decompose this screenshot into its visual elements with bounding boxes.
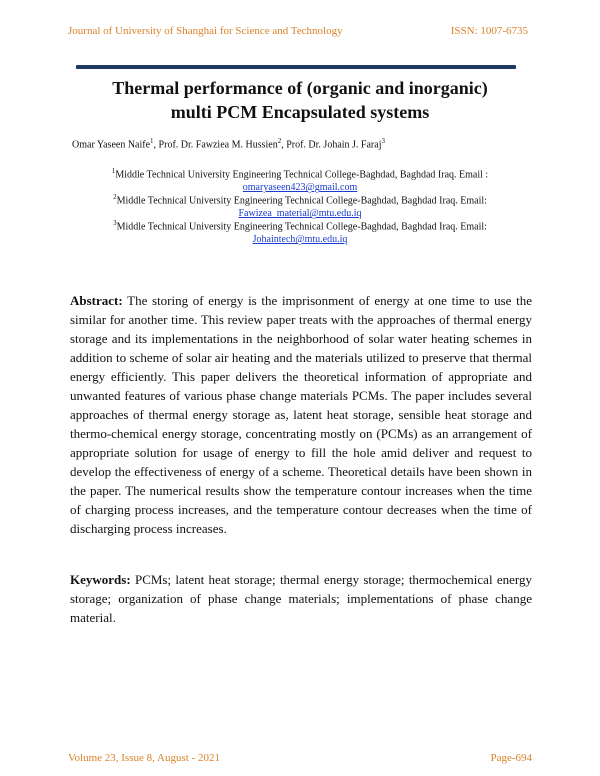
author-name: Prof. Dr. Fawziea M. Hussien bbox=[158, 139, 278, 151]
email-link[interactable]: omaryaseen423@gmail.com bbox=[242, 182, 358, 194]
author-sep: , bbox=[153, 139, 159, 151]
affiliation-text: Middle Technical University Engineering Technical College-Baghdad, Baghdad Iraq. Email: bbox=[116, 195, 487, 207]
affiliation-text: Middle Technical University Engineering Technical College-Baghdad, Baghdad Iraq. Email : bbox=[115, 169, 489, 181]
author-sup: 2 bbox=[277, 137, 282, 145]
journal-name: Journal of University of Shanghai for Science and Technology bbox=[68, 25, 343, 37]
abstract-text: The storing of energy is the imprisonment of energy at one time to use the similar for another time. This review paper treats with the approaches of thermal energy storage and its implementations in the neighborhood of solar water heating schemes in addition to scheme of solar air heating and the materials utilized to preserve that thermal energy efficiently. This paper delivers the theoretical information of appropriate and unwanted features of various phase change materials PCMs. The paper includes several approaches of thermal energy storage as, latent heat storage, sensible heat storage and thermo-chemical energy storage, concentrating mostly on (PCMs) as an arrangement of appropriate solution for usage of energy to fill the hole amid deliver and request to develop the effectiveness of energy of a scheme. Theoretical details have been shown in the paper. The numerical results show the temperature contour increases when the time of charging process increases, and the temperature contour decreases when the time of discharging process increases. bbox=[70, 293, 532, 536]
keywords-label: Keywords: bbox=[70, 572, 131, 587]
affiliation-sup: 3 bbox=[113, 219, 117, 227]
author-sup: 1 bbox=[150, 137, 154, 145]
affiliation-sup: 2 bbox=[113, 193, 117, 201]
abstract bbox=[70, 291, 532, 538]
paper-title-line-1: Thermal performance of (organic and inorganic) bbox=[112, 78, 488, 98]
author-sup: 3 bbox=[381, 137, 385, 145]
footer-volume: Volume 23, Issue 8, August - 2021 bbox=[68, 752, 220, 764]
abstract-label: Abstract: bbox=[70, 293, 123, 308]
author-list bbox=[72, 137, 385, 150]
header-rule bbox=[76, 65, 516, 69]
email-link[interactable]: Johaintech@mtu.edu.iq bbox=[252, 234, 348, 246]
author-sep: , bbox=[281, 139, 287, 151]
affiliation-2 bbox=[40, 191, 560, 220]
author-name: Omar Yaseen Naife bbox=[72, 139, 151, 151]
email-link[interactable]: Fawizea_material@mtu.edu.iq bbox=[238, 208, 362, 220]
issn: ISSN: 1007-6735 bbox=[450, 25, 528, 37]
affiliation-1 bbox=[40, 165, 560, 194]
affiliation-3 bbox=[40, 217, 560, 246]
keywords bbox=[70, 570, 532, 627]
footer-page: Page-694 bbox=[490, 752, 532, 764]
affiliation-text: Middle Technical University Engineering Technical College-Baghdad, Baghdad Iraq. Email: bbox=[116, 221, 487, 233]
paper-title-line-2: multi PCM Encapsulated systems bbox=[170, 102, 430, 122]
author-name: Prof. Dr. Johain J. Faraj bbox=[286, 139, 382, 151]
keywords-text: PCMs; latent heat storage; thermal energy storage; thermochemical energy storage; organization of phase change materials; implementations of phase change material. bbox=[70, 572, 532, 625]
affiliation-sup: 1 bbox=[111, 167, 116, 175]
